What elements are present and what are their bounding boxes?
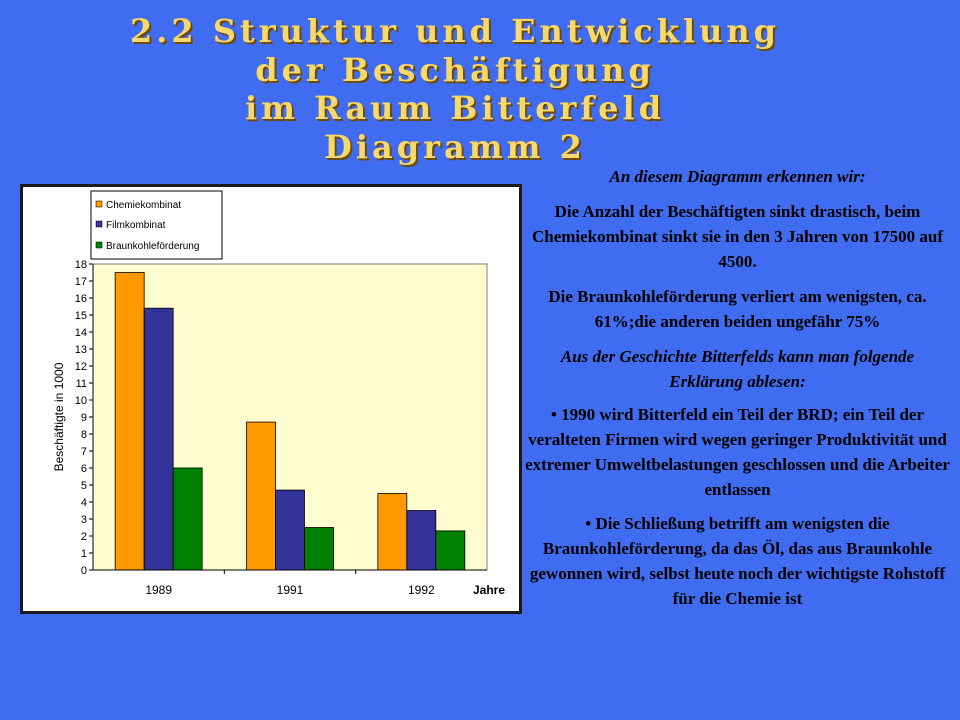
y-tick-label: 16 — [74, 293, 87, 305]
explanation-panel — [525, 164, 950, 620]
y-tick-label: 18 — [74, 259, 87, 271]
y-tick-label: 15 — [74, 310, 87, 322]
title-line-4: Diagramm 2 — [324, 127, 586, 166]
bar-filmkombinat-1991 — [276, 490, 305, 570]
bullet-1990: • 1990 wird Bitterfeld ein Teil der BRD; ein Teil der veralteten Firmen wird wegen geringer Produktivität und extremer Umweltbelastungen geschlossen und die Arbeiter entlassen — [525, 405, 950, 499]
y-tick-label: 1 — [80, 548, 87, 560]
y-tick-label: 14 — [74, 327, 87, 339]
bar-braunkohleförderung-1992 — [436, 531, 465, 570]
y-tick-label: 4 — [80, 497, 87, 509]
intro-heading: An diesem Diagramm erkennen wir: — [609, 167, 866, 186]
y-tick-label: 9 — [80, 412, 87, 424]
y-tick-label: 10 — [74, 395, 87, 407]
page-title — [0, 12, 910, 166]
y-tick-label: 8 — [80, 429, 87, 441]
chart-frame — [20, 184, 522, 614]
title-line-1: 2.2 Struktur und Entwicklung — [130, 12, 780, 50]
y-tick-label: 2 — [80, 531, 87, 543]
legend-label-filmkombinat: Filmkombinat — [106, 220, 166, 231]
title-line-3: im Raum Bitterfeld — [244, 89, 666, 127]
bar-braunkohleförderung-1991 — [305, 528, 334, 571]
y-tick-label: 12 — [74, 361, 87, 373]
x-tick-label: 1992 — [407, 583, 435, 597]
bar-chemiekombinat-1991 — [247, 422, 276, 570]
legend-swatch-filmkombinat — [96, 221, 102, 227]
y-axis — [75, 259, 93, 577]
x-axis-label: Jahre — [473, 583, 506, 597]
history-heading: Aus der Geschichte Bitterfelds kann man folgende Erklärung ablesen: — [560, 347, 915, 391]
paragraph-decline: Die Anzahl der Beschäftigten sinkt drastisch, beim Chemiekombinat sinkt sie in den 3 Jahren von 17500 auf 4500. — [531, 202, 944, 271]
x-axis — [93, 570, 487, 597]
bar-braunkohleförderung-1989 — [173, 468, 202, 570]
paragraph-braunkohle: Die Braunkohleförderung verliert am wenigsten, ca. 61%;die anderen beiden ungefähr 75% — [548, 287, 927, 331]
bar-chemiekombinat-1989 — [115, 273, 144, 571]
y-tick-label: 5 — [80, 480, 87, 492]
y-tick-label: 13 — [74, 344, 87, 356]
y-tick-label: 0 — [80, 565, 87, 577]
y-tick-label: 11 — [75, 378, 87, 390]
y-tick-label: 7 — [80, 446, 87, 458]
y-axis-label: Beschäftigte in 1000 — [52, 362, 66, 472]
bullet-closure: • Die Schließung betrifft am wenigsten die Braunkohleförderung, da das Öl, das aus Braunkohle gewonnen wird, selbst heute noch der wichtigste Rohstoff für die Chemie ist — [529, 514, 946, 608]
legend-swatch-chemiekombinat — [96, 201, 102, 207]
legend-label-braunkohle: Braunkohleförderung — [106, 241, 200, 252]
y-tick-label: 17 — [74, 276, 87, 288]
title-line-2: der Beschäftigung — [255, 50, 655, 89]
bar-filmkombinat-1989 — [144, 308, 173, 570]
legend-swatch-braunkohle — [96, 242, 102, 248]
y-tick-label: 3 — [80, 514, 87, 526]
bar-chart — [23, 187, 519, 611]
legend-label-chemiekombinat: Chemiekombinat — [106, 200, 182, 211]
x-tick-label: 1989 — [145, 583, 173, 597]
x-tick-label: 1991 — [276, 583, 304, 597]
legend — [91, 191, 222, 259]
bar-filmkombinat-1992 — [407, 511, 436, 571]
y-tick-label: 6 — [80, 463, 87, 475]
bar-chemiekombinat-1992 — [378, 494, 407, 571]
